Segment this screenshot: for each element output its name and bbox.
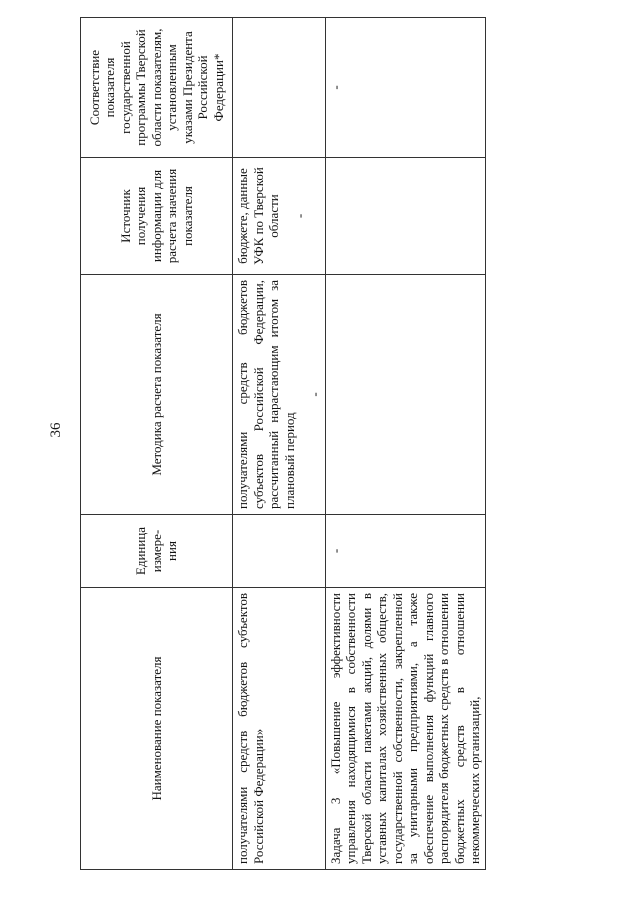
cell-method — [233, 275, 326, 515]
header-compliance: Соответствие показателя государственной программы Тверской области показателям, установленным указами Президента Российской Федерации* — [81, 18, 233, 158]
cell-source — [233, 158, 326, 275]
header-source: Источник получения информации для расчета значения показателя — [81, 158, 233, 275]
header-indicator-name: Наименование показателя — [81, 588, 233, 870]
cell-indicator-name: Задача 3 «Повышение эффективности управления находящимися в собственности Тверской области пакетами акций, долями в уставных капиталах хозяйственных обществ, государственной собственности, закрепленной за унитарными предприятиями, а также обеспечение выполнения функций главного распорядителя бюджетных средств в отношении бюджетных средств в отношении некоммерческих организаций, — [325, 588, 485, 870]
cell-unit: - — [325, 515, 485, 588]
cell-indicator-name: получателями средств бюджетов субъектов Российской Федерации» — [233, 588, 326, 870]
table-header-row — [81, 18, 233, 870]
cell-compliance — [233, 18, 326, 158]
header-unit: Единица измере-ния — [81, 515, 233, 588]
cell-compliance: - — [325, 18, 485, 158]
table-row — [325, 18, 485, 870]
cell-source — [325, 158, 485, 275]
method-text: получателями средств бюджетов субъектов Российской Федерации, рассчитанный нарастающим итогом за плановый период — [235, 280, 297, 509]
source-text: бюджете, данные УФК по Тверской области — [235, 167, 281, 265]
method-mark: - — [307, 392, 322, 397]
table-row — [233, 18, 326, 870]
source-mark: - — [291, 213, 307, 219]
cell-unit — [233, 515, 326, 588]
indicator-table — [80, 17, 486, 870]
header-method: Методика расчета показателя — [81, 275, 233, 515]
cell-method — [325, 275, 485, 515]
page-number: 36 — [48, 422, 64, 438]
rotated-table-container — [80, 18, 482, 870]
